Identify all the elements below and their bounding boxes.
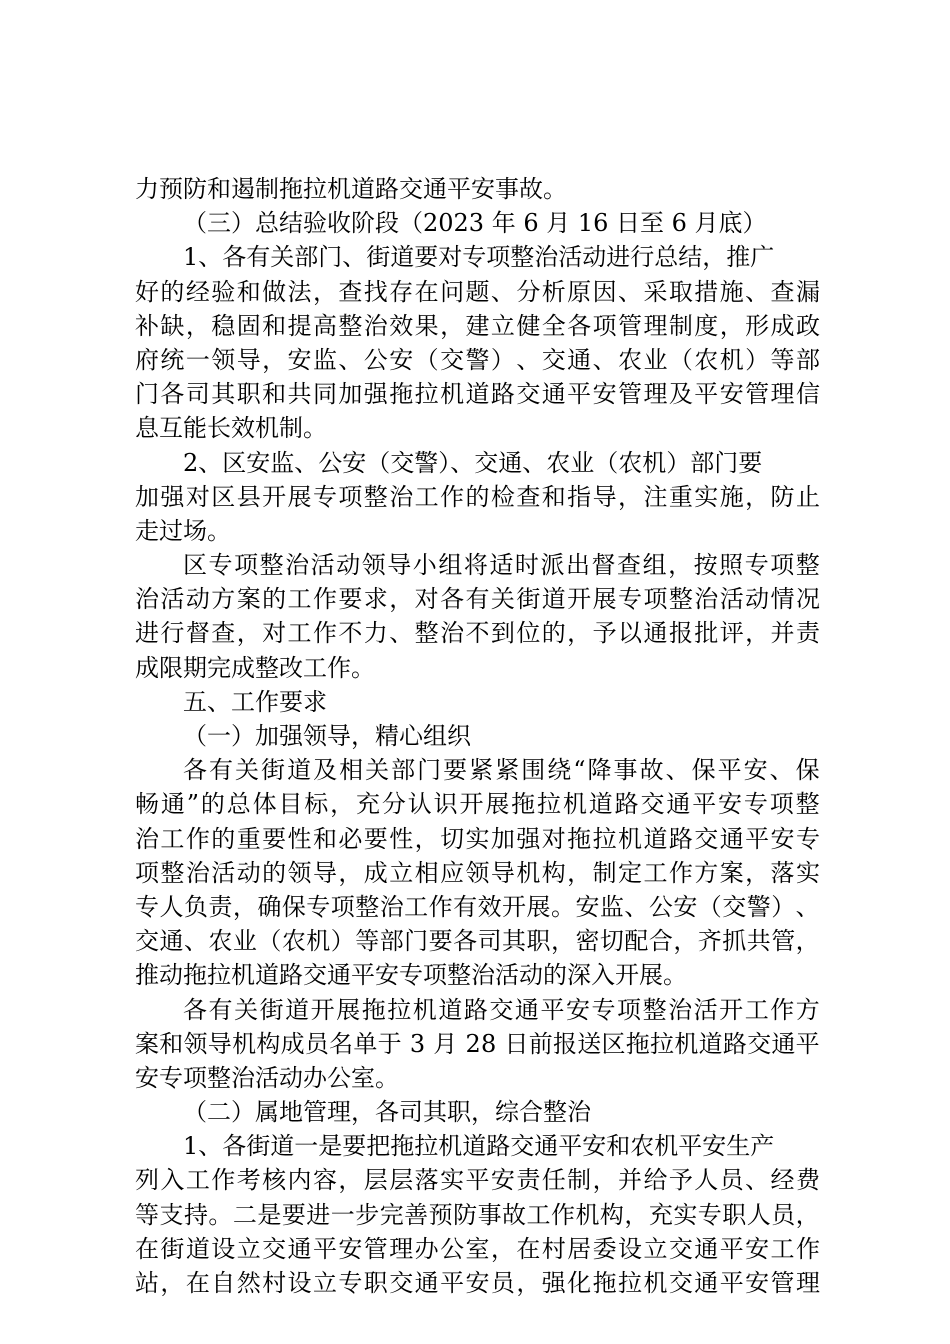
text-line: 力预防和遏制拖拉机道路交通平安事故。 — [135, 175, 567, 203]
text-line: 在 街 道 设 立 交 通 平 安 管 理 办 公 室 ， 在 村 居 委 设 立 交 通 平 安 工 作 — [135, 1234, 820, 1263]
text-line: 列 入 工 作 考 核 内 容 ， 层 层 落 实 平 安 责 任 制 ， 并 给 予 人 员 、 经 费 — [135, 1166, 820, 1195]
text-line: （二）属地管理，各司其职，综合整治 — [183, 1098, 591, 1127]
text-line: 好 的 经 验 和 做 法 ， 查 找 存 在 问 题 、 分 析 原 因 、 采 取 措 施 、 查 漏 — [135, 277, 820, 306]
text-line: 案 和 领 导 机 构 成 员 名 单 于 3 月 2 8 日 前 报 送 区 拖 拉 机 道 路 交 通 平 — [135, 1029, 820, 1058]
document-page — [135, 172, 820, 1300]
text-line: 站 ， 在 自 然 村 设 立 专 职 交 通 平 安 员 ， 强 化 拖 拉 机 交 通 平 安 管 理 — [135, 1269, 820, 1297]
text-line: 推动拖拉机道路交通平安专项整治活动的深入开展。 — [135, 961, 687, 990]
text-line: 安专项整治活动办公室。 — [135, 1063, 399, 1092]
text-line: 五、工作要求 — [183, 687, 327, 716]
text-line: 进 行 督 查 ， 对 工 作 不 力 、 整 治 不 到 位 的 ， 予 以 通 报 批 评 ， 并 责 — [135, 619, 820, 648]
text-line: 区 专 项 整 治 活 动 领 导 小 组 将 适 时 派 出 督 查 组 ， 按 照 专 项 整 — [183, 551, 820, 580]
text-line: 各 有 关 街 道 开 展 拖 拉 机 道 路 交 通 平 安 专 项 整 治 活 开 工 作 方 — [183, 995, 820, 1024]
text-line: 府 统 一 领 导 ， 安 监 、 公 安 （ 交 警 ） 、 交 通 、 农 业 （ 农 机 ） 等 部 — [135, 345, 820, 374]
text-line: 1、各有关部门、街道要对专项整治活动进行总结，推广 — [183, 243, 775, 272]
text-line: （三）总结验收阶段（2023 年 6 月 16 日至 6 月底） — [183, 209, 767, 238]
text-line: 等 支 持 。 二 是 要 进 一 步 完 善 预 防 事 故 工 作 机 构 ， 充 实 专 职 人 员 ， — [135, 1200, 820, 1229]
text-line: 补 缺 ， 稳 固 和 提 高 整 治 效 果 ， 建 立 健 全 各 项 管 理 制 度 ， 形 成 政 — [135, 311, 820, 340]
text-line: 交 通 、 农 业 （ 农 机 ） 等 部 门 要 各 司 其 职 ， 密 切 配 合 ， 齐 抓 共 管 ， — [135, 927, 820, 956]
text-line: 息互能长效机制。 — [135, 414, 327, 443]
text-line: （一）加强领导，精心组织 — [183, 722, 471, 750]
text-line: 成限期完成整改工作。 — [135, 653, 375, 682]
text-line: 走过场。 — [135, 516, 231, 545]
text-line: 门 各 司 其 职 和 共 同 加 强 拖 拉 机 道 路 交 通 平 安 管 理 及 平 安 管 理 信 — [135, 380, 820, 409]
text-line: 各 有 关 街 道 及 相 关 部 门 要 紧 紧 围 绕 “ 降 事 故 、 保 平 安 、 保 — [183, 756, 820, 785]
text-line: 项 整 治 活 动 的 领 导 ， 成 立 相 应 领 导 机 构 ， 制 定 工 作 方 案 ， 落 实 — [135, 858, 820, 887]
text-line: 加 强 对 区 县 开 展 专 项 整 治 工 作 的 检 查 和 指 导 ， 注 重 实 施 ， 防 止 — [135, 482, 820, 511]
text-line: 畅 通 ” 的 总 体 目 标 ， 充 分 认 识 开 展 拖 拉 机 道 路 交 通 平 安 专 项 整 — [135, 790, 820, 819]
text-line: 2、区安监、公安（交警）、交通、农业（农机）部门要 — [183, 448, 763, 477]
text-line: 专 人 负 责 ， 确 保 专 项 整 治 工 作 有 效 开 展 。 安 监 、 公 安 （ 交 警 ） 、 — [135, 892, 820, 921]
text-line: 治 工 作 的 重 要 性 和 必 要 性 ， 切 实 加 强 对 拖 拉 机 道 路 交 通 平 安 专 — [135, 824, 820, 853]
text-line: 治 活 动 方 案 的 工 作 要 求 ， 对 各 有 关 街 道 开 展 专 项 整 治 活 动 情 况 — [135, 585, 820, 614]
text-line: 1、各街道一是要把拖拉机道路交通平安和农机平安生产 — [183, 1132, 775, 1161]
